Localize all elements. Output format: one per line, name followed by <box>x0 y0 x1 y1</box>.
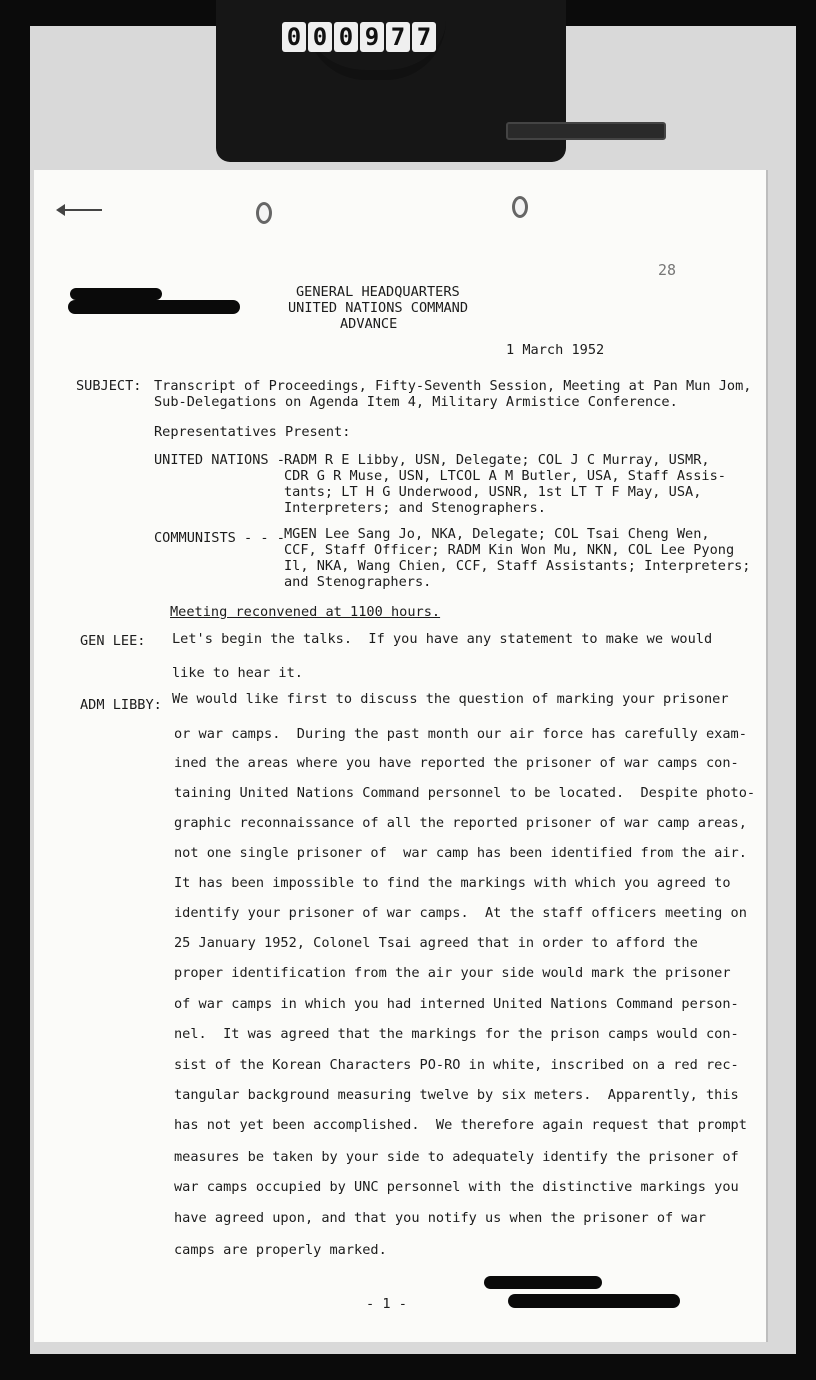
transcript-line: ined the areas where you have reported the prisoner of war camps con- <box>174 755 739 771</box>
un-delegation-line: RADM R E Libby, USN, Delegate; COL J C Murray, USMR, <box>284 452 710 468</box>
counter-digit: 7 <box>412 22 436 52</box>
un-delegation-line: Interpreters; and Stenographers. <box>284 500 546 516</box>
communist-delegation-label: COMMUNISTS - - - <box>154 530 285 546</box>
transcript-line: tangular background measuring twelve by six meters. Apparently, this <box>174 1087 739 1103</box>
document-date: 1 March 1952 <box>506 342 605 358</box>
transcript-line: not one single prisoner of war camp has been identified from the air. <box>174 845 747 861</box>
transcript-line: like to hear it. <box>172 665 303 681</box>
counter-digit: 0 <box>282 22 306 52</box>
frame-counter <box>282 22 436 52</box>
communist-delegation-line: and Stenographers. <box>284 574 432 590</box>
transcript-line: We would like first to discuss the question of marking your prisoner <box>172 691 729 707</box>
handwritten-page-mark: 28 <box>658 261 677 279</box>
header-line-1: GENERAL HEADQUARTERS <box>296 284 460 300</box>
transcript-line: or war camps. During the past month our air force has carefully exam- <box>174 726 747 742</box>
transcript-line: have agreed upon, and that you notify us when the prisoner of war <box>174 1210 706 1226</box>
redaction-bar <box>484 1276 602 1289</box>
counter-digit: 0 <box>334 22 358 52</box>
speaker-label: ADM LIBBY: <box>80 697 162 713</box>
transcript-line: 25 January 1952, Colonel Tsai agreed that in order to afford the <box>174 935 698 951</box>
meeting-note: Meeting reconvened at 1100 hours. <box>170 604 441 620</box>
communist-delegation-line: MGEN Lee Sang Jo, NKA, Delegate; COL Tsai Cheng Wen, <box>284 526 710 542</box>
transcript-line: It has been impossible to find the markings with which you agreed to <box>174 875 731 891</box>
counter-digit: 7 <box>386 22 410 52</box>
redaction-bar <box>70 288 162 300</box>
transcript-line: war camps occupied by UNC personnel with the distinctive markings you <box>174 1179 739 1195</box>
transcript-line: sist of the Korean Characters PO-RO in white, inscribed on a red rec- <box>174 1057 739 1073</box>
punch-hole-icon <box>512 196 528 218</box>
transcript-line: identify your prisoner of war camps. At the staff officers meeting on <box>174 905 747 921</box>
communist-delegation-line: CCF, Staff Officer; RADM Kin Won Mu, NKN, COL Lee Pyong <box>284 542 735 558</box>
speaker-label: GEN LEE: <box>80 633 146 649</box>
document-page <box>34 170 766 1342</box>
counter-digit: 0 <box>308 22 332 52</box>
representatives-heading: Representatives Present: <box>154 424 351 440</box>
arrow-left-icon <box>56 204 104 216</box>
transcript-line: of war camps in which you had interned United Nations Command person- <box>174 996 739 1012</box>
redaction-bar <box>68 300 240 314</box>
transcript-line: graphic reconnaissance of all the reported prisoner of war camp areas, <box>174 815 747 831</box>
un-delegation-line: CDR G R Muse, USN, LTCOL A M Butler, USA, Staff Assis- <box>284 468 726 484</box>
transcript-line: proper identification from the air your side would mark the prisoner <box>174 965 731 981</box>
page-number: - 1 - <box>366 1296 407 1312</box>
subject-line-1: Transcript of Proceedings, Fifty-Seventh Session, Meeting at Pan Mun Jom, <box>154 378 752 394</box>
un-delegation-label: UNITED NATIONS - <box>154 452 285 468</box>
header-line-2: UNITED NATIONS COMMAND <box>288 300 469 316</box>
counter-slot <box>506 122 666 140</box>
transcript-line: taining United Nations Command personnel to be located. Despite photo- <box>174 785 756 801</box>
subject-label: SUBJECT: <box>76 378 142 394</box>
transcript-line: has not yet been accomplished. We therefore again request that prompt <box>174 1117 747 1133</box>
transcript-line: nel. It was agreed that the markings for the prison camps would con- <box>174 1026 739 1042</box>
un-delegation-line: tants; LT H G Underwood, USNR, 1st LT T F May, USA, <box>284 484 702 500</box>
transcript-line: measures be taken by your side to adequately identify the prisoner of <box>174 1149 739 1165</box>
subject-line-2: Sub-Delegations on Agenda Item 4, Military Armistice Conference. <box>154 394 678 410</box>
redaction-bar <box>508 1294 680 1308</box>
punch-hole-icon <box>256 202 272 224</box>
transcript-line: Let's begin the talks. If you have any statement to make we would <box>172 631 713 647</box>
counter-digit: 9 <box>360 22 384 52</box>
header-line-3: ADVANCE <box>340 316 398 332</box>
transcript-line: camps are properly marked. <box>174 1242 387 1258</box>
communist-delegation-line: Il, NKA, Wang Chien, CCF, Staff Assistants; Interpreters; <box>284 558 751 574</box>
